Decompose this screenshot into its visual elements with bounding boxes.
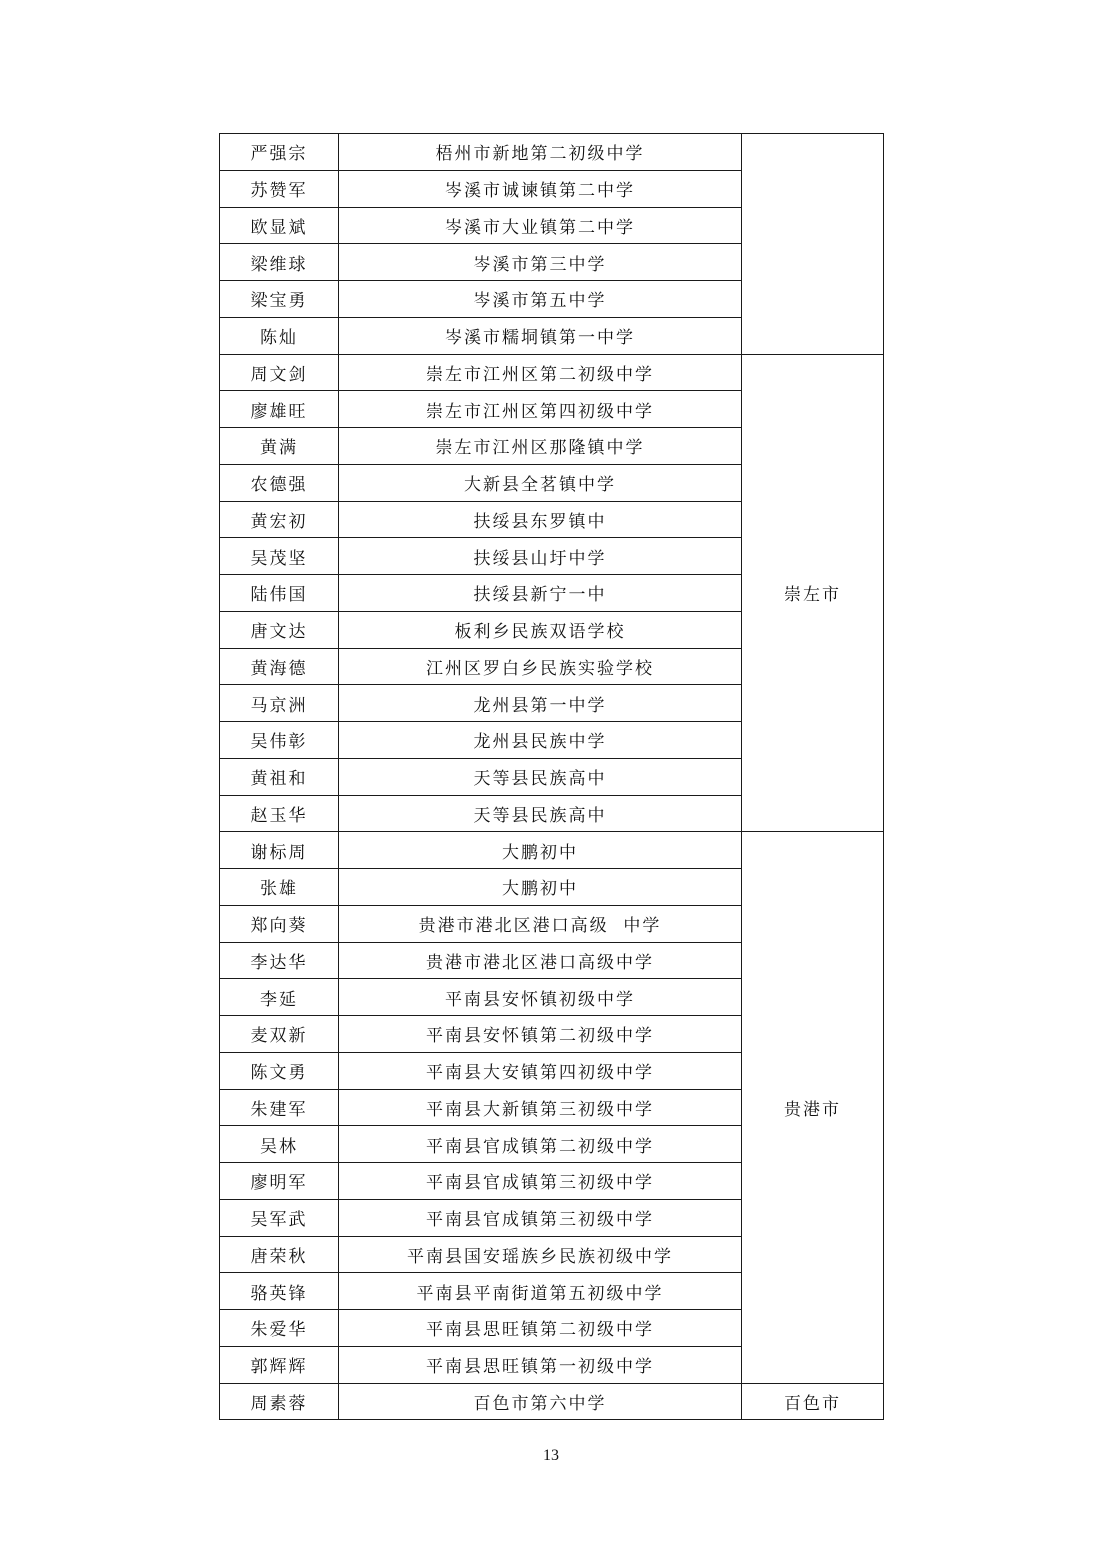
teacher-name-cell: 陆伟国	[220, 575, 339, 612]
teacher-name-cell: 朱建军	[220, 1089, 339, 1126]
teacher-name-cell: 骆英锋	[220, 1273, 339, 1310]
city-cell: 百色市	[742, 1383, 884, 1420]
school-name-cell: 大鹏初中	[339, 832, 742, 869]
school-name-cell: 平南县官成镇第二初级中学	[339, 1126, 742, 1163]
table-row	[220, 134, 884, 171]
teacher-name-cell: 梁宝勇	[220, 281, 339, 318]
school-name-cell: 大新县全茗镇中学	[339, 464, 742, 501]
school-name-cell: 平南县大安镇第四初级中学	[339, 1052, 742, 1089]
school-name-cell: 江州区罗白乡民族实验学校	[339, 648, 742, 685]
teacher-name-cell: 黄祖和	[220, 758, 339, 795]
school-name-cell: 平南县官成镇第三初级中学	[339, 1199, 742, 1236]
teacher-name-cell: 苏赞军	[220, 170, 339, 207]
school-name-cell: 平南县思旺镇第一初级中学	[339, 1346, 742, 1383]
teacher-name-cell: 黄海德	[220, 648, 339, 685]
school-name-cell: 岑溪市糯垌镇第一中学	[339, 317, 742, 354]
teacher-name-cell: 马京洲	[220, 685, 339, 722]
school-name-cell: 扶绥县山圩中学	[339, 538, 742, 575]
school-name-cell: 岑溪市大业镇第二中学	[339, 207, 742, 244]
teacher-name-cell: 麦双新	[220, 1016, 339, 1053]
school-name-cell: 龙州县民族中学	[339, 722, 742, 759]
teacher-name-cell: 廖明军	[220, 1163, 339, 1200]
teacher-name-cell: 陈文勇	[220, 1052, 339, 1089]
school-name-cell: 平南县大新镇第三初级中学	[339, 1089, 742, 1126]
school-name-cell: 梧州市新地第二初级中学	[339, 134, 742, 171]
teacher-name-cell: 陈灿	[220, 317, 339, 354]
teacher-name-cell: 梁维球	[220, 244, 339, 281]
city-cell	[742, 134, 884, 355]
school-name-cell: 岑溪市第三中学	[339, 244, 742, 281]
school-name-cell: 岑溪市第五中学	[339, 281, 742, 318]
teacher-name-cell: 谢标周	[220, 832, 339, 869]
teacher-name-cell: 赵玉华	[220, 795, 339, 832]
teacher-name-cell: 唐荣秋	[220, 1236, 339, 1273]
school-name-cell: 天等县民族高中	[339, 758, 742, 795]
school-name-cell: 平南县官成镇第三初级中学	[339, 1163, 742, 1200]
school-name-cell: 百色市第六中学	[339, 1383, 742, 1420]
table-body	[220, 134, 884, 1420]
teacher-name-cell: 严强宗	[220, 134, 339, 171]
teacher-name-cell: 李达华	[220, 942, 339, 979]
school-name-cell: 平南县安怀镇初级中学	[339, 979, 742, 1016]
teacher-name-cell: 郭辉辉	[220, 1346, 339, 1383]
school-name-cell: 平南县国安瑶族乡民族初级中学	[339, 1236, 742, 1273]
school-name-cell: 平南县平南街道第五初级中学	[339, 1273, 742, 1310]
table-row	[220, 354, 884, 391]
teacher-name-cell: 唐文达	[220, 611, 339, 648]
teacher-name-cell: 廖雄旺	[220, 391, 339, 428]
school-name-cell: 贵港市港北区港口高级中学	[339, 942, 742, 979]
teacher-name-cell: 农德强	[220, 464, 339, 501]
school-name-cell: 贵港市港北区港口高级 中学	[339, 905, 742, 942]
school-name-cell: 崇左市江州区那隆镇中学	[339, 428, 742, 465]
teacher-name-cell: 吴林	[220, 1126, 339, 1163]
school-name-cell: 大鹏初中	[339, 869, 742, 906]
teacher-name-cell: 欧显斌	[220, 207, 339, 244]
school-name-cell: 崇左市江州区第二初级中学	[339, 354, 742, 391]
teacher-name-cell: 吴伟彰	[220, 722, 339, 759]
teacher-name-cell: 郑向葵	[220, 905, 339, 942]
school-name-cell: 平南县思旺镇第二初级中学	[339, 1310, 742, 1347]
teacher-name-cell: 周文剑	[220, 354, 339, 391]
teacher-name-cell: 李延	[220, 979, 339, 1016]
page-number: 13	[543, 1447, 559, 1464]
city-cell: 崇左市	[742, 354, 884, 832]
school-name-cell: 岑溪市诚谏镇第二中学	[339, 170, 742, 207]
teacher-name-cell: 张雄	[220, 869, 339, 906]
school-name-cell: 扶绥县新宁一中	[339, 575, 742, 612]
school-name-cell: 龙州县第一中学	[339, 685, 742, 722]
table-row	[220, 1383, 884, 1420]
school-name-cell: 天等县民族高中	[339, 795, 742, 832]
school-name-cell: 扶绥县东罗镇中	[339, 501, 742, 538]
teacher-list-table	[219, 133, 884, 1420]
school-name-cell: 板利乡民族双语学校	[339, 611, 742, 648]
teacher-name-cell: 黄宏初	[220, 501, 339, 538]
teacher-name-cell: 黄满	[220, 428, 339, 465]
teacher-name-cell: 吴茂坚	[220, 538, 339, 575]
school-name-cell: 平南县安怀镇第二初级中学	[339, 1016, 742, 1053]
teacher-name-cell: 朱爱华	[220, 1310, 339, 1347]
table-row	[220, 832, 884, 869]
city-cell: 贵港市	[742, 832, 884, 1383]
teacher-name-cell: 吴军武	[220, 1199, 339, 1236]
teacher-name-cell: 周素蓉	[220, 1383, 339, 1420]
school-name-cell: 崇左市江州区第四初级中学	[339, 391, 742, 428]
